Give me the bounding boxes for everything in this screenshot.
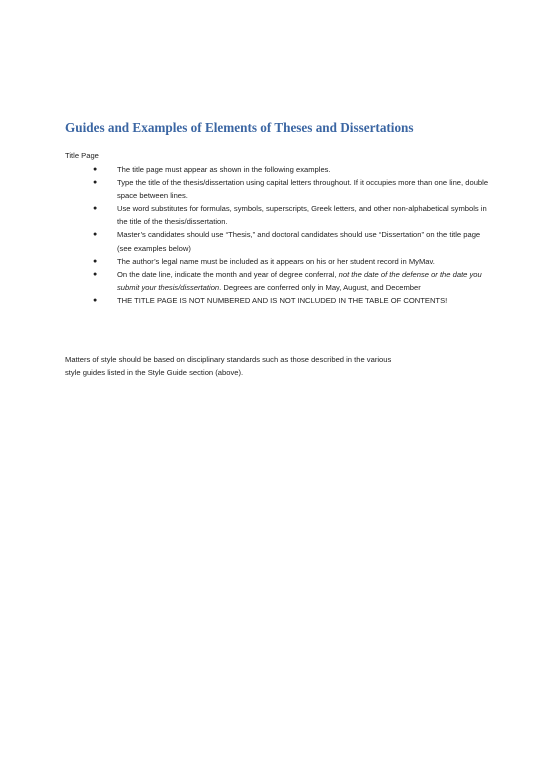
guideline-emphasis: not the date of the defense or the date you submit your thesis/dissertation xyxy=(117,269,482,292)
guideline-text: Type the title of the thesis/dissertation using capital letters throughout. If it occupies more than one line, double space between lines. xyxy=(117,178,489,201)
document-title: Guides and Examples of Elements of Theses and Dissertations xyxy=(65,120,414,135)
bullet-icon: ● xyxy=(93,231,98,239)
guideline-item xyxy=(93,176,490,202)
guideline-item xyxy=(93,163,490,176)
bullet-icon: ● xyxy=(93,270,98,278)
guideline-item xyxy=(93,228,490,254)
section-heading-title-page: Title Page xyxy=(65,151,99,160)
bullet-icon: ● xyxy=(93,257,98,265)
style-note-line-1: Matters of style should be based on disciplinary standards such as those described in the various xyxy=(65,355,392,364)
guideline-text: The author’s legal name must be included as it appears on his or her student record in MyMav. xyxy=(117,256,435,266)
guideline-text-end: . Degrees are conferred only in May, August, and December xyxy=(219,282,421,292)
bullet-icon: ● xyxy=(93,205,98,213)
guideline-item xyxy=(93,268,490,294)
bullet-icon: ● xyxy=(93,166,98,173)
guideline-item xyxy=(93,255,490,268)
guideline-item xyxy=(93,294,490,307)
guideline-text: The title page must appear as shown in the following examples. xyxy=(117,165,331,174)
guideline-text: Master’s candidates should use “Thesis,” and doctoral candidates should use “Dissertation” on the title page (see examples below) xyxy=(117,230,481,253)
guideline-text: Use word substitutes for formulas, symbols, superscripts, Greek letters, and other non-alphabetical symbols in the title of the thesis/dissertation. xyxy=(117,204,487,227)
bullet-icon: ● xyxy=(93,296,98,304)
guideline-text-start: On the date line, indicate the month and year of degree conferral, xyxy=(117,269,339,279)
guideline-item xyxy=(93,202,490,228)
style-note-paragraph xyxy=(65,353,485,379)
bullet-icon: ● xyxy=(93,179,98,187)
guideline-text: THE TITLE PAGE IS NOT NUMBERED AND IS NOT INCLUDED IN THE TABLE OF CONTENTS! xyxy=(117,295,448,305)
style-note-line-2: style guides listed in the Style Guide section (above). xyxy=(65,368,244,378)
title-page-guidelines-list xyxy=(93,163,490,307)
